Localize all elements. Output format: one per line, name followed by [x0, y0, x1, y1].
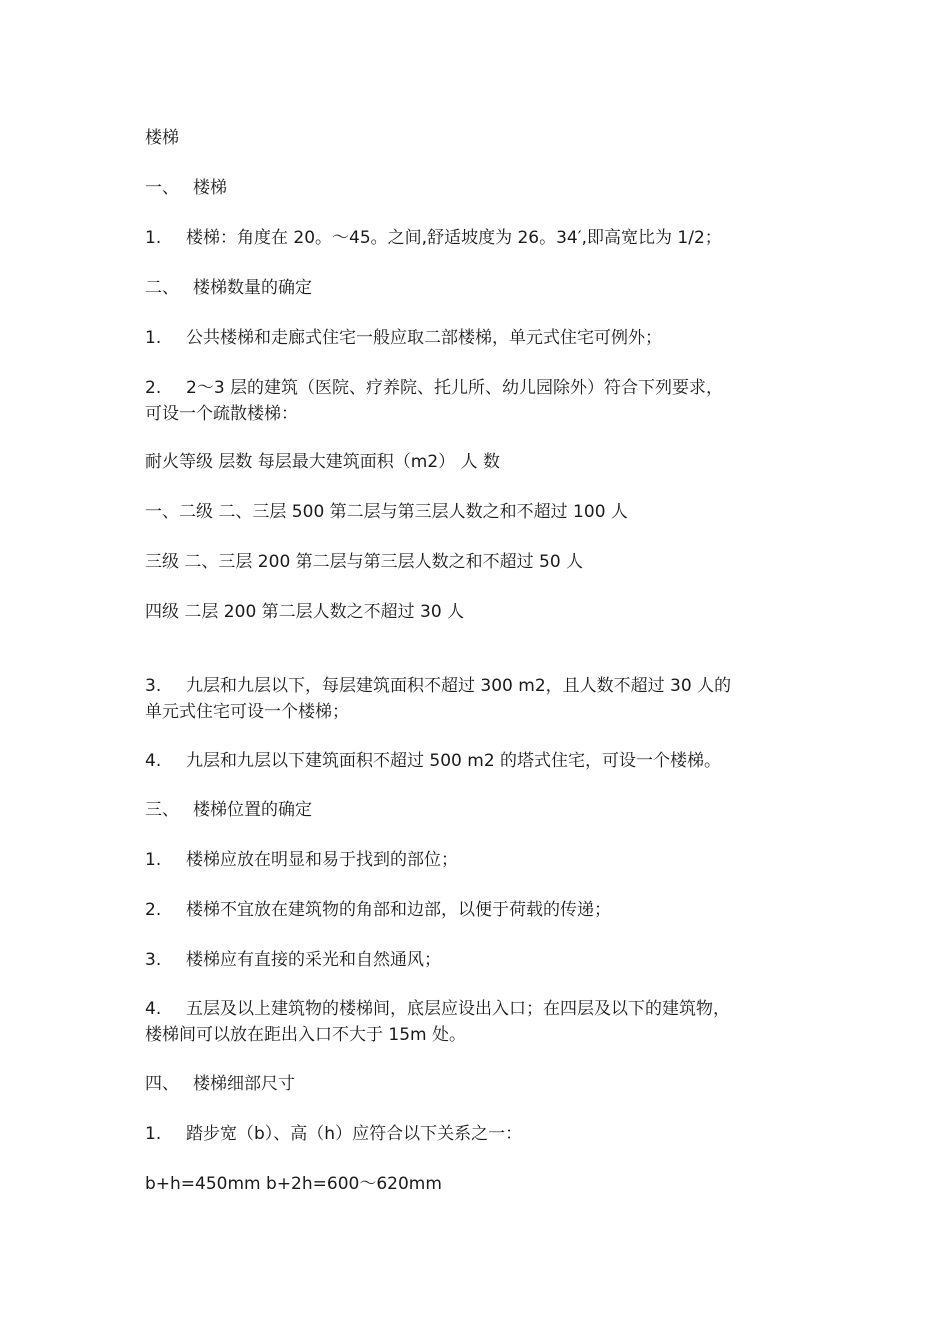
list-item	[145, 948, 441, 972]
table-row: 三级 二、三层 200 第二层与第三层人数之和不超过 50 人	[145, 552, 584, 572]
section-number: 一、	[145, 178, 179, 198]
item-text: 踏步宽（b）、高（h）应符合以下关系之一：	[186, 1124, 523, 1144]
list-item	[145, 997, 730, 1021]
item-text: 九层和九层以下建筑面积不超过 500 m2 的塔式住宅，可设一个楼梯。	[186, 751, 722, 771]
item-number: 4.	[145, 999, 162, 1019]
item-number: 3.	[145, 950, 162, 970]
list-item	[145, 226, 722, 250]
item-number: 2.	[145, 900, 162, 920]
table-row: 一、二级 二、三层 500 第二层与第三层人数之和不超过 100 人	[145, 502, 628, 522]
item-continuation: 楼梯间可以放在距出入口不大于 15m 处。	[145, 1025, 466, 1045]
section-heading-2	[145, 276, 312, 300]
section-heading-4	[145, 1072, 295, 1096]
item-number: 4.	[145, 751, 162, 771]
list-item	[145, 898, 611, 922]
section-title: 楼梯细部尺寸	[193, 1074, 295, 1094]
item-number: 3.	[145, 676, 162, 696]
section-number: 四、	[145, 1074, 179, 1094]
item-number: 1.	[145, 228, 162, 248]
section-title: 楼梯数量的确定	[193, 278, 312, 298]
item-continuation: 单元式住宅可设一个楼梯；	[145, 702, 349, 722]
formula: b+h=450mm b+2h=600～620mm	[145, 1174, 442, 1194]
item-text: 楼梯：角度在 20。～45。之间,舒适坡度为 26。34′,即高宽比为 1/2；	[186, 228, 722, 248]
item-text: 楼梯应有直接的采光和自然通风；	[186, 950, 441, 970]
section-number: 三、	[145, 800, 179, 820]
section-heading-3	[145, 798, 312, 822]
item-number: 1.	[145, 850, 162, 870]
item-text: 楼梯应放在明显和易于找到的部位；	[186, 850, 458, 870]
section-heading-1	[145, 176, 227, 200]
item-text: 九层和九层以下，每层建筑面积不超过 300 m2，且人数不超过 30 人的	[186, 676, 732, 696]
list-item	[145, 326, 662, 350]
item-text: 2～3 层的建筑（医院、疗养院、托儿所、幼儿园除外）符合下列要求，	[186, 378, 724, 398]
list-item	[145, 749, 721, 773]
list-item	[145, 1122, 522, 1146]
item-text: 五层及以上建筑物的楼梯间，底层应设出入口；在四层及以下的建筑物，	[186, 999, 730, 1019]
table-header: 耐火等级 层数 每层最大建筑面积（m2） 人 数	[145, 452, 500, 472]
item-number: 1.	[145, 328, 162, 348]
table-row: 四级 二层 200 第二层人数之不超过 30 人	[145, 602, 465, 622]
document-title: 楼梯	[145, 128, 179, 148]
item-continuation: 可设一个疏散楼梯：	[145, 404, 298, 424]
item-number: 2.	[145, 378, 162, 398]
section-number: 二、	[145, 278, 179, 298]
list-item	[145, 848, 458, 872]
item-text: 楼梯不宜放在建筑物的角部和边部，以便于荷载的传递；	[186, 900, 611, 920]
list-item	[145, 674, 731, 698]
item-text: 公共楼梯和走廊式住宅一般应取二部楼梯，单元式住宅可例外；	[186, 328, 662, 348]
section-title: 楼梯位置的确定	[193, 800, 312, 820]
section-title: 楼梯	[193, 178, 227, 198]
item-number: 1.	[145, 1124, 162, 1144]
list-item	[145, 376, 723, 400]
